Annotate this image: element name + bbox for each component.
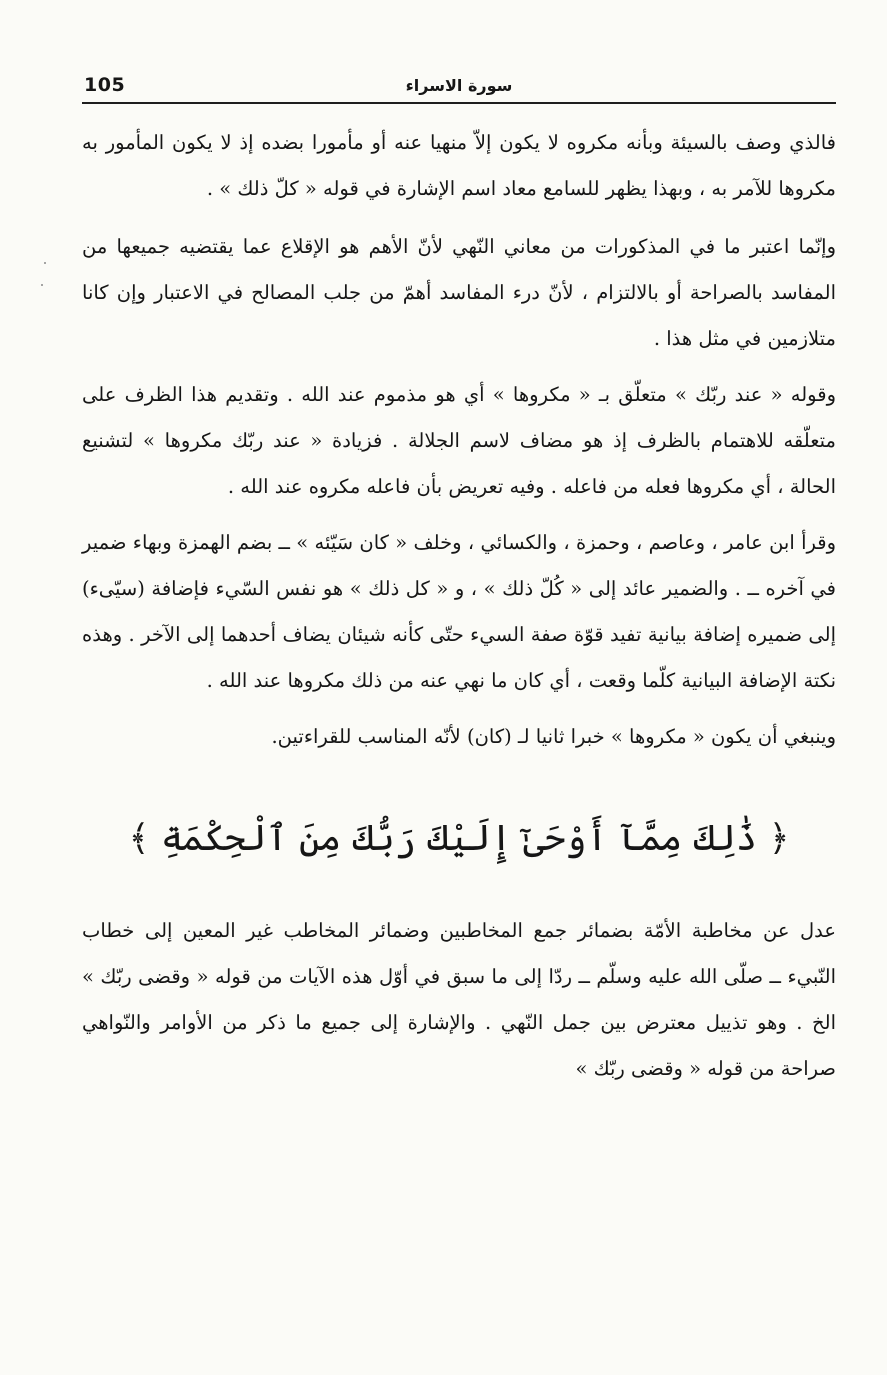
- scan-speck: [41, 284, 43, 286]
- surah-title: سورة الاسراء: [405, 76, 513, 95]
- paragraph-3: وقوله « عند ربّك » متعلّق بـ « مكروها » أي هو مذموم عند الله . وتقديم هذا الظرف على متعلّقه للاهتمام بالظرف إذ هو مضاف لاسم الجلالة . فزيادة « عند ربّك مكروها » لتشنيع الحالة ، أي مكروها فعله من فاعله . وفيه تعريض بأن فاعله مكروه عند الله .: [82, 383, 836, 498]
- header-rule: [82, 102, 836, 104]
- page-number: 105: [84, 74, 126, 96]
- paragraph-5: وينبغي أن يكون « مكروها » خبرا ثانيا لـ (كان) لأنّه المناسب للقراءتين.: [271, 725, 836, 748]
- page-body: [82, 120, 836, 1092]
- paragraph-4: وقرأ ابن عامر ، وعاصم ، وحمزة ، والكسائي ، وخلف « كان سَيّئه » ــ بضم الهمزة وبهاء ضمير في آخره ــ . والضمير عائد إلى « كُلّ ذلك » ، و « كل ذلك » هو نفس السّيء فإضافة (سيّىء) إلى ضميره إضافة بيانية تفيد قوّة صفة السيء حتّى كأنه شيئان يضاف أحدهما إلى الآخر . وهذه نكتة الإضافة البيانية كلّما وقعت ، أي كان ما نهي عنه من ذلك مكروها عند الله .: [82, 531, 836, 692]
- paragraph-1: فالذي وصف بالسيئة وبأنه مكروه لا يكون إلاّ منهيا عنه أو مأمورا بضده إذ لا يكون المأمور به مكروها للآمر به ، وبهذا يظهر للسامع معاد اسم الإشارة في قوله « كلّ ذلك » .: [82, 131, 836, 200]
- quran-verse: ﴿ ذَٰلِكَ مِمَّآ أَوْحَىٰٓ إِلَيْكَ رَبُّكَ مِنَ ٱلْحِكْمَةِ ﴾: [128, 818, 790, 859]
- page-header: [82, 70, 836, 104]
- paragraph-2: وإنّما اعتبر ما في المذكورات من معاني النّهي لأنّ الأهم هو الإقلاع عما يقتضيه جميعها من المفاسد بالصراحة أو بالالتزام ، لأنّ درء المفاسد أهمّ من جلب المصالح في الاعتبار وإن كانا متلازمين في مثل هذا .: [82, 235, 836, 350]
- paragraph-6: عدل عن مخاطبة الأمّة بضمائر جمع المخاطبين وضمائر المخاطب غير المعين إلى خطاب النّبيء ــ صلّى الله عليه وسلّم ــ ردّا إلى ما سبق في أوّل هذه الآيات من قوله « وقضى ربّك » الخ . وهو تذييل معترض بين جمل النّهي . والإشارة إلى جميع ما ذكر من الأوامر والنّواهي صراحة من قوله « وقضى ربّك »: [82, 919, 836, 1080]
- scan-speck: [44, 262, 46, 264]
